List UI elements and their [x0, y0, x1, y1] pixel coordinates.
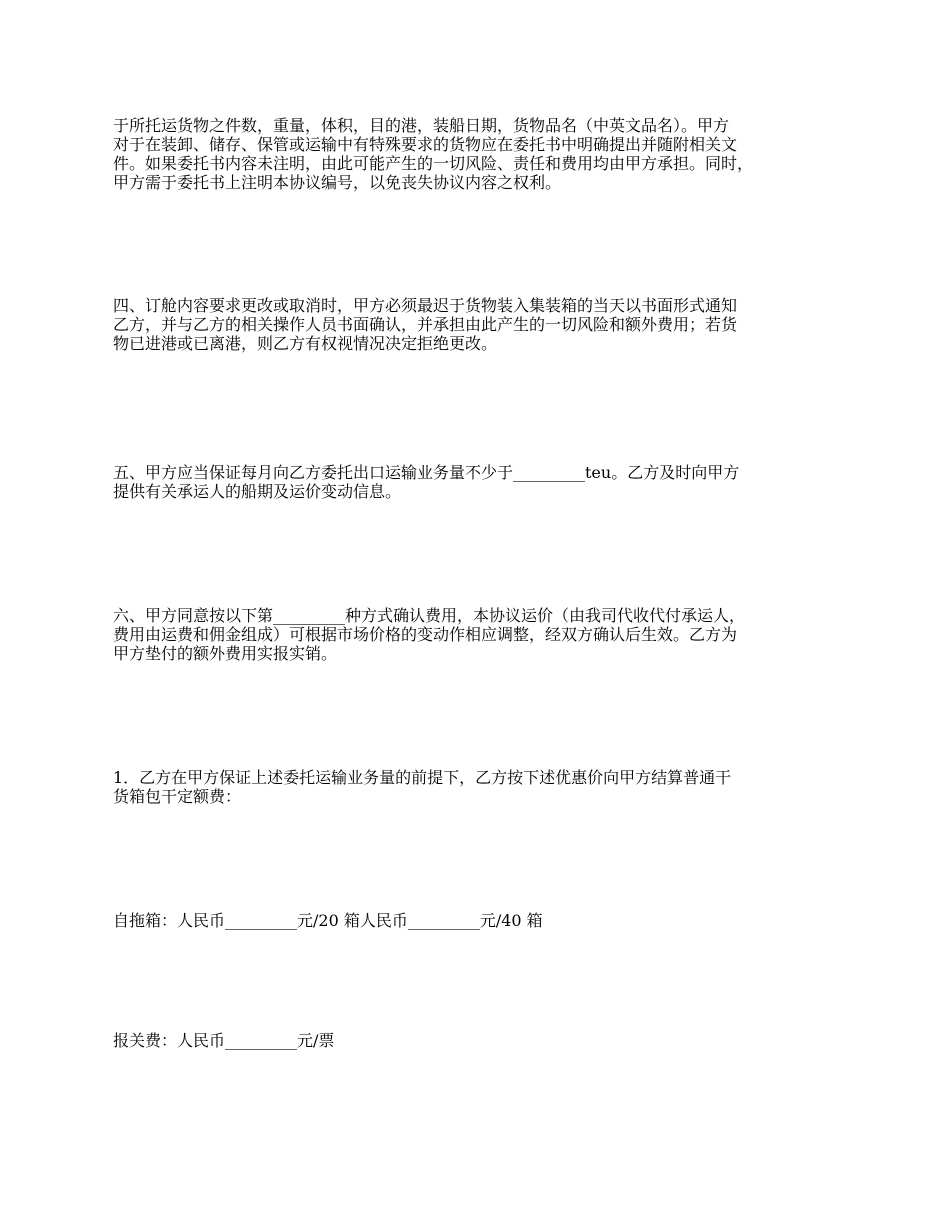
paragraph-clause-6	[113, 606, 851, 663]
paragraph-clause-5	[113, 463, 851, 501]
text-line: 五、甲方应当保证每月向乙方委托出口运输业务量不少于_________teu。乙方及时向甲方	[113, 463, 740, 482]
text-line: 货箱包干定额费：	[113, 787, 242, 806]
text-line: 费用由运费和佣金组成）可根据市场价格的变动作相应调整，经双方确认后生效。乙方为	[113, 625, 738, 644]
text-line: 件。如果委托书内容未注明，由此可能产生的一切风险、责任和费用均由甲方承担。同时，	[113, 154, 754, 173]
text-line: 甲方垫付的额外费用实报实销。	[113, 644, 338, 663]
paragraph-self-towing-fee	[113, 911, 851, 930]
text-line: 对于在装卸、储存、保管或运输中有特殊要求的货物应在委托书中明确提出并随附相关文	[113, 135, 738, 154]
text-line: 自拖箱：人民币_________元/20 箱人民币_________元/40 箱	[113, 911, 543, 930]
text-line: 物已进港或已离港，则乙方有权视情况决定拒绝更改。	[113, 334, 498, 353]
paragraph-item-1	[113, 768, 851, 806]
text-line: 报关费：人民币_________元/票	[113, 1031, 335, 1050]
text-line: 乙方，并与乙方的相关操作人员书面确认，并承担由此产生的一切风险和额外费用；若货	[113, 315, 738, 334]
paragraph-clause-4	[113, 296, 851, 353]
text-line: 提供有关承运人的船期及运价变动信息。	[113, 482, 402, 501]
paragraph-cargo-details	[113, 116, 851, 192]
text-line: 四、订舱内容要求更改或取消时，甲方必须最迟于货物装入集装箱的当天以书面形式通知	[113, 296, 738, 315]
paragraph-customs-fee	[113, 1031, 851, 1050]
text-line: 1．乙方在甲方保证上述委托运输业务量的前提下，乙方按下述优惠价向甲方结算普通干	[113, 768, 732, 787]
text-line: 六、甲方同意按以下第_________种方式确认费用，本协议运价（由我司代收代付承运人，	[113, 606, 746, 625]
text-line: 于所托运货物之件数，重量，体积，目的港，装船日期，货物品名（中英文品名）。甲方	[113, 116, 730, 135]
text-line: 甲方需于委托书上注明本协议编号，以免丧失协议内容之权利。	[113, 173, 562, 192]
